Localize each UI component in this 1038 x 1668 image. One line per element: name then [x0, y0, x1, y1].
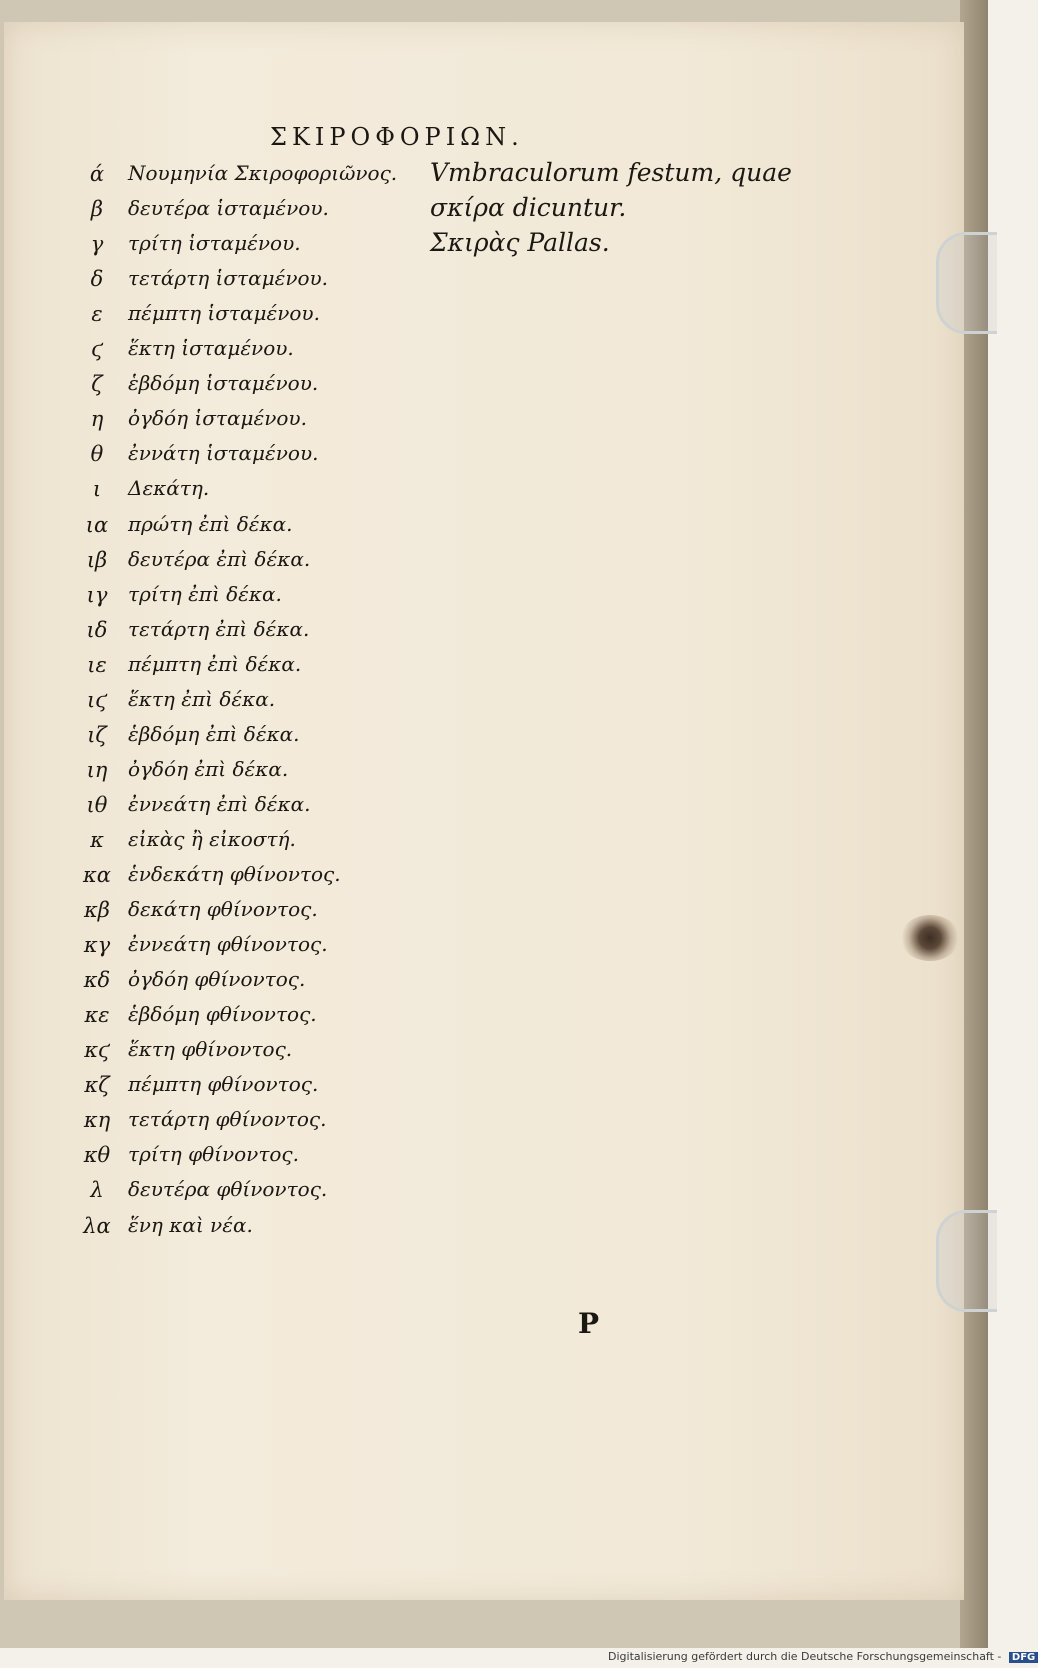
day-name: τετάρτη ἱσταμένου.	[128, 266, 329, 291]
calendar-row	[72, 438, 952, 475]
day-numeral: ϛ	[91, 337, 103, 362]
day-name: ὀγδόη φθίνοντος.	[128, 967, 306, 992]
day-numeral: ιθ	[86, 792, 108, 817]
day-numeral: κη	[83, 1108, 111, 1133]
day-name: ἑβδόμη ἱσταμένου.	[128, 371, 319, 396]
calendar-row	[72, 1210, 952, 1247]
day-numeral: λα	[83, 1213, 111, 1238]
day-numeral: ά	[89, 162, 105, 186]
footer-text: Digitalisierung gefördert durch die Deutsche Forschungsgemeinschaft -	[608, 1650, 1002, 1663]
day-name: ἕκτη ἐπὶ δέκα.	[128, 686, 276, 711]
day-numeral: ιδ	[86, 617, 108, 642]
day-name: τετάρτη ἐπὶ δέκα.	[128, 616, 310, 641]
calendar-row	[72, 929, 952, 966]
festival-note: Σκιρὰς Pallas.	[430, 228, 610, 258]
signature-mark: P	[578, 1307, 600, 1340]
calendar-row	[72, 684, 952, 721]
calendar-row	[72, 333, 952, 370]
day-name: Δεκάτη.	[128, 476, 210, 501]
day-name: ἕνη καὶ νέα.	[128, 1212, 253, 1237]
day-numeral: κδ	[83, 968, 111, 993]
calendar-row	[72, 368, 952, 405]
calendar-row	[72, 894, 952, 931]
calendar-row	[72, 754, 952, 791]
day-name: Νουμηνία Σκιροφοριῶνος.	[128, 161, 398, 185]
day-name: τρίτη φθίνοντος.	[128, 1142, 299, 1167]
day-name: δεκάτη φθίνοντος.	[128, 897, 318, 922]
calendar-row	[72, 263, 952, 300]
day-numeral: δ	[90, 267, 104, 292]
day-name: ἐννάτη ἱσταμένου.	[128, 441, 319, 466]
day-numeral: κβ	[84, 898, 110, 923]
calendar-row	[72, 1174, 952, 1211]
day-numeral: κα	[83, 863, 111, 887]
day-numeral: κζ	[84, 1073, 110, 1098]
day-numeral: ιε	[87, 652, 107, 677]
day-numeral: γ	[90, 232, 104, 257]
day-name: δευτέρα φθίνοντος.	[128, 1177, 328, 1202]
calendar-row	[72, 824, 952, 861]
day-name: ὀγδόη ἱσταμένου.	[128, 406, 307, 431]
day-numeral: ιγ	[86, 582, 108, 607]
day-name: ἕκτη ἱσταμένου.	[128, 336, 294, 361]
calendar-row	[72, 1034, 952, 1071]
day-numeral: ε	[91, 302, 103, 327]
day-name: πρώτη ἐπὶ δέκα.	[128, 511, 293, 536]
day-numeral: κε	[84, 1003, 110, 1028]
day-numeral: ια	[85, 512, 109, 537]
calendar-row	[72, 859, 952, 896]
calendar-row	[72, 298, 952, 335]
day-numeral: ιϛ	[87, 687, 107, 712]
day-name: ἑβδόμη ἐπὶ δέκα.	[128, 721, 300, 746]
day-name: πέμπτη φθίνοντος.	[128, 1072, 319, 1097]
day-numeral: κϛ	[84, 1038, 110, 1063]
day-name: δευτέρα ἐπὶ δέκα.	[128, 546, 311, 571]
day-name: ἕκτη φθίνοντος.	[128, 1037, 293, 1062]
day-name: ἐννεάτη ἐπὶ δέκα.	[128, 791, 311, 816]
calendar-row	[72, 579, 952, 616]
calendar-row	[72, 649, 952, 686]
calendar-row	[72, 228, 952, 265]
day-name: ἐννεάτη φθίνοντος.	[128, 932, 328, 957]
festival-note: Vmbraculorum festum, quae	[430, 158, 792, 187]
day-numeral: ιζ	[87, 722, 107, 747]
footer-credit	[608, 1650, 1038, 1663]
day-name: τρίτη ἐπὶ δέκα.	[128, 581, 282, 606]
calendar-row	[72, 158, 952, 195]
day-numeral: ι	[92, 477, 102, 502]
day-numeral: ιη	[86, 757, 108, 782]
day-numeral: η	[90, 407, 104, 432]
calendar-row	[72, 544, 952, 581]
calendar-row	[72, 1104, 952, 1141]
calendar-row	[72, 999, 952, 1036]
calendar-row	[72, 193, 952, 230]
day-numeral: κγ	[83, 933, 111, 958]
calendar-row	[72, 473, 952, 510]
calendar-row	[72, 509, 952, 546]
day-name: τρίτη ἱσταμένου.	[128, 231, 301, 256]
festival-note: σκίρα dicuntur.	[430, 193, 627, 223]
day-numeral: κθ	[83, 1143, 111, 1168]
calendar-row	[72, 719, 952, 756]
day-name: δευτέρα ἱσταμένου.	[128, 196, 329, 221]
calendar-row	[72, 1069, 952, 1106]
day-name: ὀγδόη ἐπὶ δέκα.	[128, 756, 289, 781]
day-numeral: λ	[90, 1178, 104, 1203]
day-name: εἰκὰς ἢ εἰκοστή.	[128, 826, 296, 851]
day-numeral: κ	[90, 827, 104, 852]
month-heading: ΣΚΙΡΟΦΟΡΙΩΝ.	[270, 123, 524, 151]
calendar-row	[72, 964, 952, 1001]
day-name: πέμπτη ἱσταμένου.	[128, 301, 320, 326]
calendar-row	[72, 614, 952, 651]
day-numeral: ιβ	[86, 547, 108, 572]
day-numeral: ζ	[91, 372, 103, 397]
day-name: ἑβδόμη φθίνοντος.	[128, 1002, 317, 1027]
calendar-row	[72, 403, 952, 440]
calendar-row	[72, 1139, 952, 1176]
day-name: πέμπτη ἐπὶ δέκα.	[128, 651, 302, 676]
day-name: ἑνδεκάτη φθίνοντος.	[128, 862, 341, 886]
calendar-row	[72, 789, 952, 826]
day-numeral: β	[90, 197, 104, 222]
day-numeral: θ	[90, 442, 104, 467]
dfg-logo: DFG	[1009, 1652, 1038, 1663]
day-name: τετάρτη φθίνοντος.	[128, 1107, 327, 1132]
